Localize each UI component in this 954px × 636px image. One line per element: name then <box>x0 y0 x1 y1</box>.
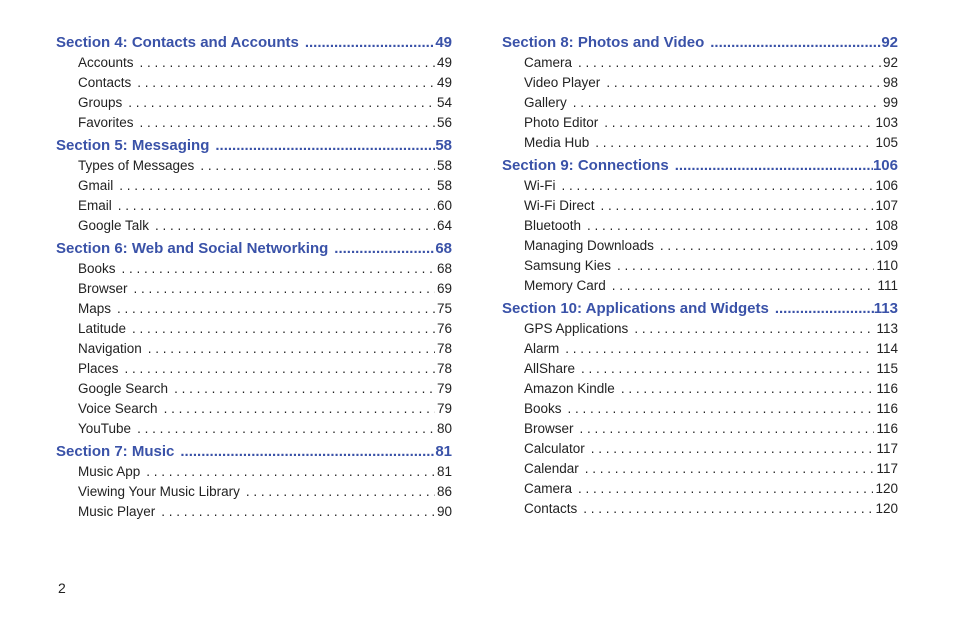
dot-leader <box>146 464 435 479</box>
toc-entry[interactable] <box>78 321 452 341</box>
entry-page-number: 98 <box>882 75 898 90</box>
entry-title: GPS Applications <box>524 321 629 336</box>
entry-page-number: 64 <box>436 218 452 233</box>
entry-title: Contacts <box>78 75 132 90</box>
entry-title: Gallery <box>524 95 567 110</box>
entry-page-number: 68 <box>436 261 452 276</box>
entry-page-number: 78 <box>436 341 452 356</box>
toc-entry[interactable] <box>524 75 898 95</box>
section-page-number: 106 <box>872 157 898 174</box>
entry-page-number: 105 <box>875 135 898 150</box>
dot-leader <box>621 381 875 396</box>
dot-leader <box>660 238 874 253</box>
toc-entry[interactable] <box>78 178 452 198</box>
section-title: Section 7: Music <box>56 443 175 460</box>
entry-page-number: 117 <box>876 441 898 456</box>
toc-entry[interactable] <box>78 401 452 421</box>
dot-leader <box>137 75 435 90</box>
dot-leader <box>305 34 436 51</box>
section-page-number: 92 <box>881 34 898 51</box>
toc-entry[interactable] <box>78 484 452 504</box>
dot-leader <box>334 240 435 257</box>
section-page-number: 81 <box>435 443 452 460</box>
section-title: Section 4: Contacts and Accounts <box>56 34 299 51</box>
dot-leader <box>612 278 876 293</box>
entry-title: Latitude <box>78 321 127 336</box>
entry-title: Groups <box>78 95 123 110</box>
toc-entry[interactable] <box>524 278 898 298</box>
entry-title: Amazon Kindle <box>524 381 615 396</box>
dot-leader <box>164 401 435 416</box>
dot-leader <box>125 361 435 376</box>
toc-entry[interactable] <box>78 464 452 484</box>
toc-section-heading[interactable] <box>502 157 898 178</box>
dot-leader <box>595 135 873 150</box>
entry-title: Favorites <box>78 115 134 130</box>
toc-entry[interactable] <box>524 95 898 115</box>
entry-page-number: 113 <box>876 321 898 336</box>
page-number: 2 <box>58 580 66 596</box>
dot-leader <box>119 178 435 193</box>
entry-page-number: 116 <box>876 421 898 436</box>
entry-page-number: 86 <box>436 484 452 499</box>
toc-entry[interactable] <box>78 198 452 218</box>
dot-leader <box>585 461 875 476</box>
entry-title: Google Talk <box>78 218 150 233</box>
dot-leader <box>128 95 435 110</box>
dot-leader <box>140 115 435 130</box>
toc-entry[interactable] <box>78 504 452 524</box>
dot-leader <box>775 300 874 317</box>
entry-page-number: 92 <box>882 55 898 70</box>
entry-page-number: 107 <box>875 198 898 213</box>
entry-title: Calendar <box>524 461 579 476</box>
entry-title: Browser <box>524 421 574 436</box>
entry-page-number: 49 <box>436 55 452 70</box>
dot-leader <box>578 55 881 70</box>
entry-page-number: 116 <box>876 381 898 396</box>
entry-page-number: 99 <box>882 95 898 110</box>
dot-leader <box>122 261 435 276</box>
entry-title: Places <box>78 361 119 376</box>
entry-title: Media Hub <box>524 135 590 150</box>
dot-leader <box>200 158 435 173</box>
dot-leader <box>132 321 435 336</box>
dot-leader <box>568 401 875 416</box>
entry-page-number: 75 <box>436 301 452 316</box>
toc-entry[interactable] <box>78 421 452 441</box>
dot-leader <box>180 443 435 460</box>
entry-page-number: 78 <box>436 361 452 376</box>
section-page-number: 68 <box>435 240 452 257</box>
toc-entry[interactable] <box>524 178 898 198</box>
entry-page-number: 60 <box>436 198 452 213</box>
entry-title: Music Player <box>78 504 156 519</box>
toc-entry[interactable] <box>524 461 898 481</box>
toc-entry[interactable] <box>78 75 452 95</box>
dot-leader <box>565 341 874 356</box>
entry-title: AllShare <box>524 361 576 376</box>
toc-section-heading[interactable] <box>56 34 452 55</box>
dot-leader <box>634 321 874 336</box>
dot-leader <box>617 258 874 273</box>
toc-section-heading[interactable] <box>56 443 452 464</box>
dot-leader <box>134 281 435 296</box>
section-title: Section 8: Photos and Video <box>502 34 705 51</box>
entry-page-number: 115 <box>876 361 898 376</box>
entry-title: Viewing Your Music Library <box>78 484 240 499</box>
dot-leader <box>246 484 435 499</box>
toc-entry[interactable] <box>78 361 452 381</box>
entry-title: Managing Downloads <box>524 238 654 253</box>
dot-leader <box>215 137 435 154</box>
entry-page-number: 49 <box>436 75 452 90</box>
entry-title: Books <box>524 401 562 416</box>
entry-title: Calculator <box>524 441 585 456</box>
entry-page-number: 103 <box>875 115 898 130</box>
entry-page-number: 54 <box>436 95 452 110</box>
toc-entry[interactable] <box>524 481 898 501</box>
entry-title: Voice Search <box>78 401 158 416</box>
toc-entry[interactable] <box>78 261 452 281</box>
toc-section-heading[interactable] <box>502 300 898 321</box>
toc-entry[interactable] <box>78 218 452 238</box>
entry-page-number: 56 <box>436 115 452 130</box>
dot-leader <box>118 198 435 213</box>
dot-leader <box>591 441 875 456</box>
entry-title: Contacts <box>524 501 578 516</box>
toc-entry[interactable] <box>78 95 452 115</box>
toc-entry[interactable] <box>524 135 898 155</box>
entry-page-number: 81 <box>436 464 452 479</box>
entry-title: Photo Editor <box>524 115 599 130</box>
entry-page-number: 117 <box>876 461 898 476</box>
section-title: Section 9: Connections <box>502 157 669 174</box>
dot-leader <box>578 481 873 496</box>
toc-entry[interactable] <box>524 321 898 341</box>
dot-leader <box>161 504 435 519</box>
section-page-number: 49 <box>435 34 452 51</box>
entry-title: Types of Messages <box>78 158 195 173</box>
dot-leader <box>140 55 435 70</box>
toc-entry[interactable] <box>78 115 452 135</box>
section-title: Section 10: Applications and Widgets <box>502 300 769 317</box>
toc-entry[interactable] <box>524 441 898 461</box>
dot-leader <box>604 115 873 130</box>
dot-leader <box>580 421 875 436</box>
toc-entry[interactable] <box>78 301 452 321</box>
entry-page-number: 120 <box>875 501 898 516</box>
entry-title: Bluetooth <box>524 218 582 233</box>
section-page-number: 58 <box>435 137 452 154</box>
dot-leader <box>606 75 881 90</box>
toc-entry[interactable] <box>524 218 898 238</box>
dot-leader <box>601 198 874 213</box>
entry-page-number: 111 <box>877 278 898 293</box>
toc-section-heading[interactable] <box>56 137 452 158</box>
entry-page-number: 90 <box>436 504 452 519</box>
toc-entry[interactable] <box>524 381 898 401</box>
dot-leader <box>587 218 873 233</box>
entry-title: Books <box>78 261 116 276</box>
section-title: Section 6: Web and Social Networking <box>56 240 329 257</box>
toc-entry[interactable] <box>524 115 898 135</box>
entry-title: YouTube <box>78 421 132 436</box>
toc-entry[interactable] <box>78 158 452 178</box>
toc-entry[interactable] <box>78 281 452 301</box>
toc-entry[interactable] <box>78 55 452 75</box>
toc-entry[interactable] <box>78 381 452 401</box>
dot-leader <box>710 34 881 51</box>
entry-title: Samsung Kies <box>524 258 612 273</box>
toc-left-column <box>56 34 452 526</box>
entry-title: Accounts <box>78 55 134 70</box>
entry-title: Maps <box>78 301 112 316</box>
entry-title: Navigation <box>78 341 142 356</box>
dot-leader <box>137 421 435 436</box>
entry-title: Email <box>78 198 112 213</box>
dot-leader <box>148 341 435 356</box>
entry-title: Gmail <box>78 178 114 193</box>
toc-entry[interactable] <box>524 341 898 361</box>
dot-leader <box>675 157 873 174</box>
toc-entry[interactable] <box>524 421 898 441</box>
dot-leader <box>117 301 435 316</box>
toc-right-column <box>502 34 898 523</box>
entry-page-number: 109 <box>875 238 898 253</box>
toc-entry[interactable] <box>524 501 898 521</box>
entry-title: Music App <box>78 464 141 479</box>
entry-title: Video Player <box>524 75 601 90</box>
entry-page-number: 108 <box>875 218 898 233</box>
entry-title: Alarm <box>524 341 560 356</box>
dot-leader <box>573 95 881 110</box>
toc-entry[interactable] <box>524 401 898 421</box>
entry-page-number: 116 <box>876 401 898 416</box>
section-title: Section 5: Messaging <box>56 137 210 154</box>
entry-title: Wi-Fi <box>524 178 556 193</box>
entry-page-number: 120 <box>875 481 898 496</box>
entry-title: Camera <box>524 55 573 70</box>
dot-leader <box>561 178 873 193</box>
dot-leader <box>174 381 435 396</box>
toc-entry[interactable] <box>78 341 452 361</box>
entry-page-number: 110 <box>876 258 898 273</box>
toc-entry[interactable] <box>524 198 898 218</box>
dot-leader <box>155 218 435 233</box>
toc-entry[interactable] <box>524 361 898 381</box>
entry-page-number: 80 <box>436 421 452 436</box>
dot-leader <box>583 501 873 516</box>
entry-page-number: 79 <box>436 401 452 416</box>
toc-entry[interactable] <box>524 55 898 75</box>
toc-section-heading[interactable] <box>502 34 898 55</box>
entry-page-number: 58 <box>436 158 452 173</box>
entry-page-number: 114 <box>876 341 898 356</box>
entry-title: Memory Card <box>524 278 606 293</box>
dot-leader <box>581 361 874 376</box>
entry-title: Camera <box>524 481 573 496</box>
entry-page-number: 106 <box>875 178 898 193</box>
entry-page-number: 79 <box>436 381 452 396</box>
entry-page-number: 58 <box>436 178 452 193</box>
entry-page-number: 69 <box>436 281 452 296</box>
entry-title: Browser <box>78 281 128 296</box>
toc-entry[interactable] <box>524 238 898 258</box>
entry-title: Google Search <box>78 381 169 396</box>
toc-section-heading[interactable] <box>56 240 452 261</box>
toc-entry[interactable] <box>524 258 898 278</box>
entry-page-number: 76 <box>436 321 452 336</box>
entry-title: Wi-Fi Direct <box>524 198 595 213</box>
section-page-number: 113 <box>873 300 898 317</box>
